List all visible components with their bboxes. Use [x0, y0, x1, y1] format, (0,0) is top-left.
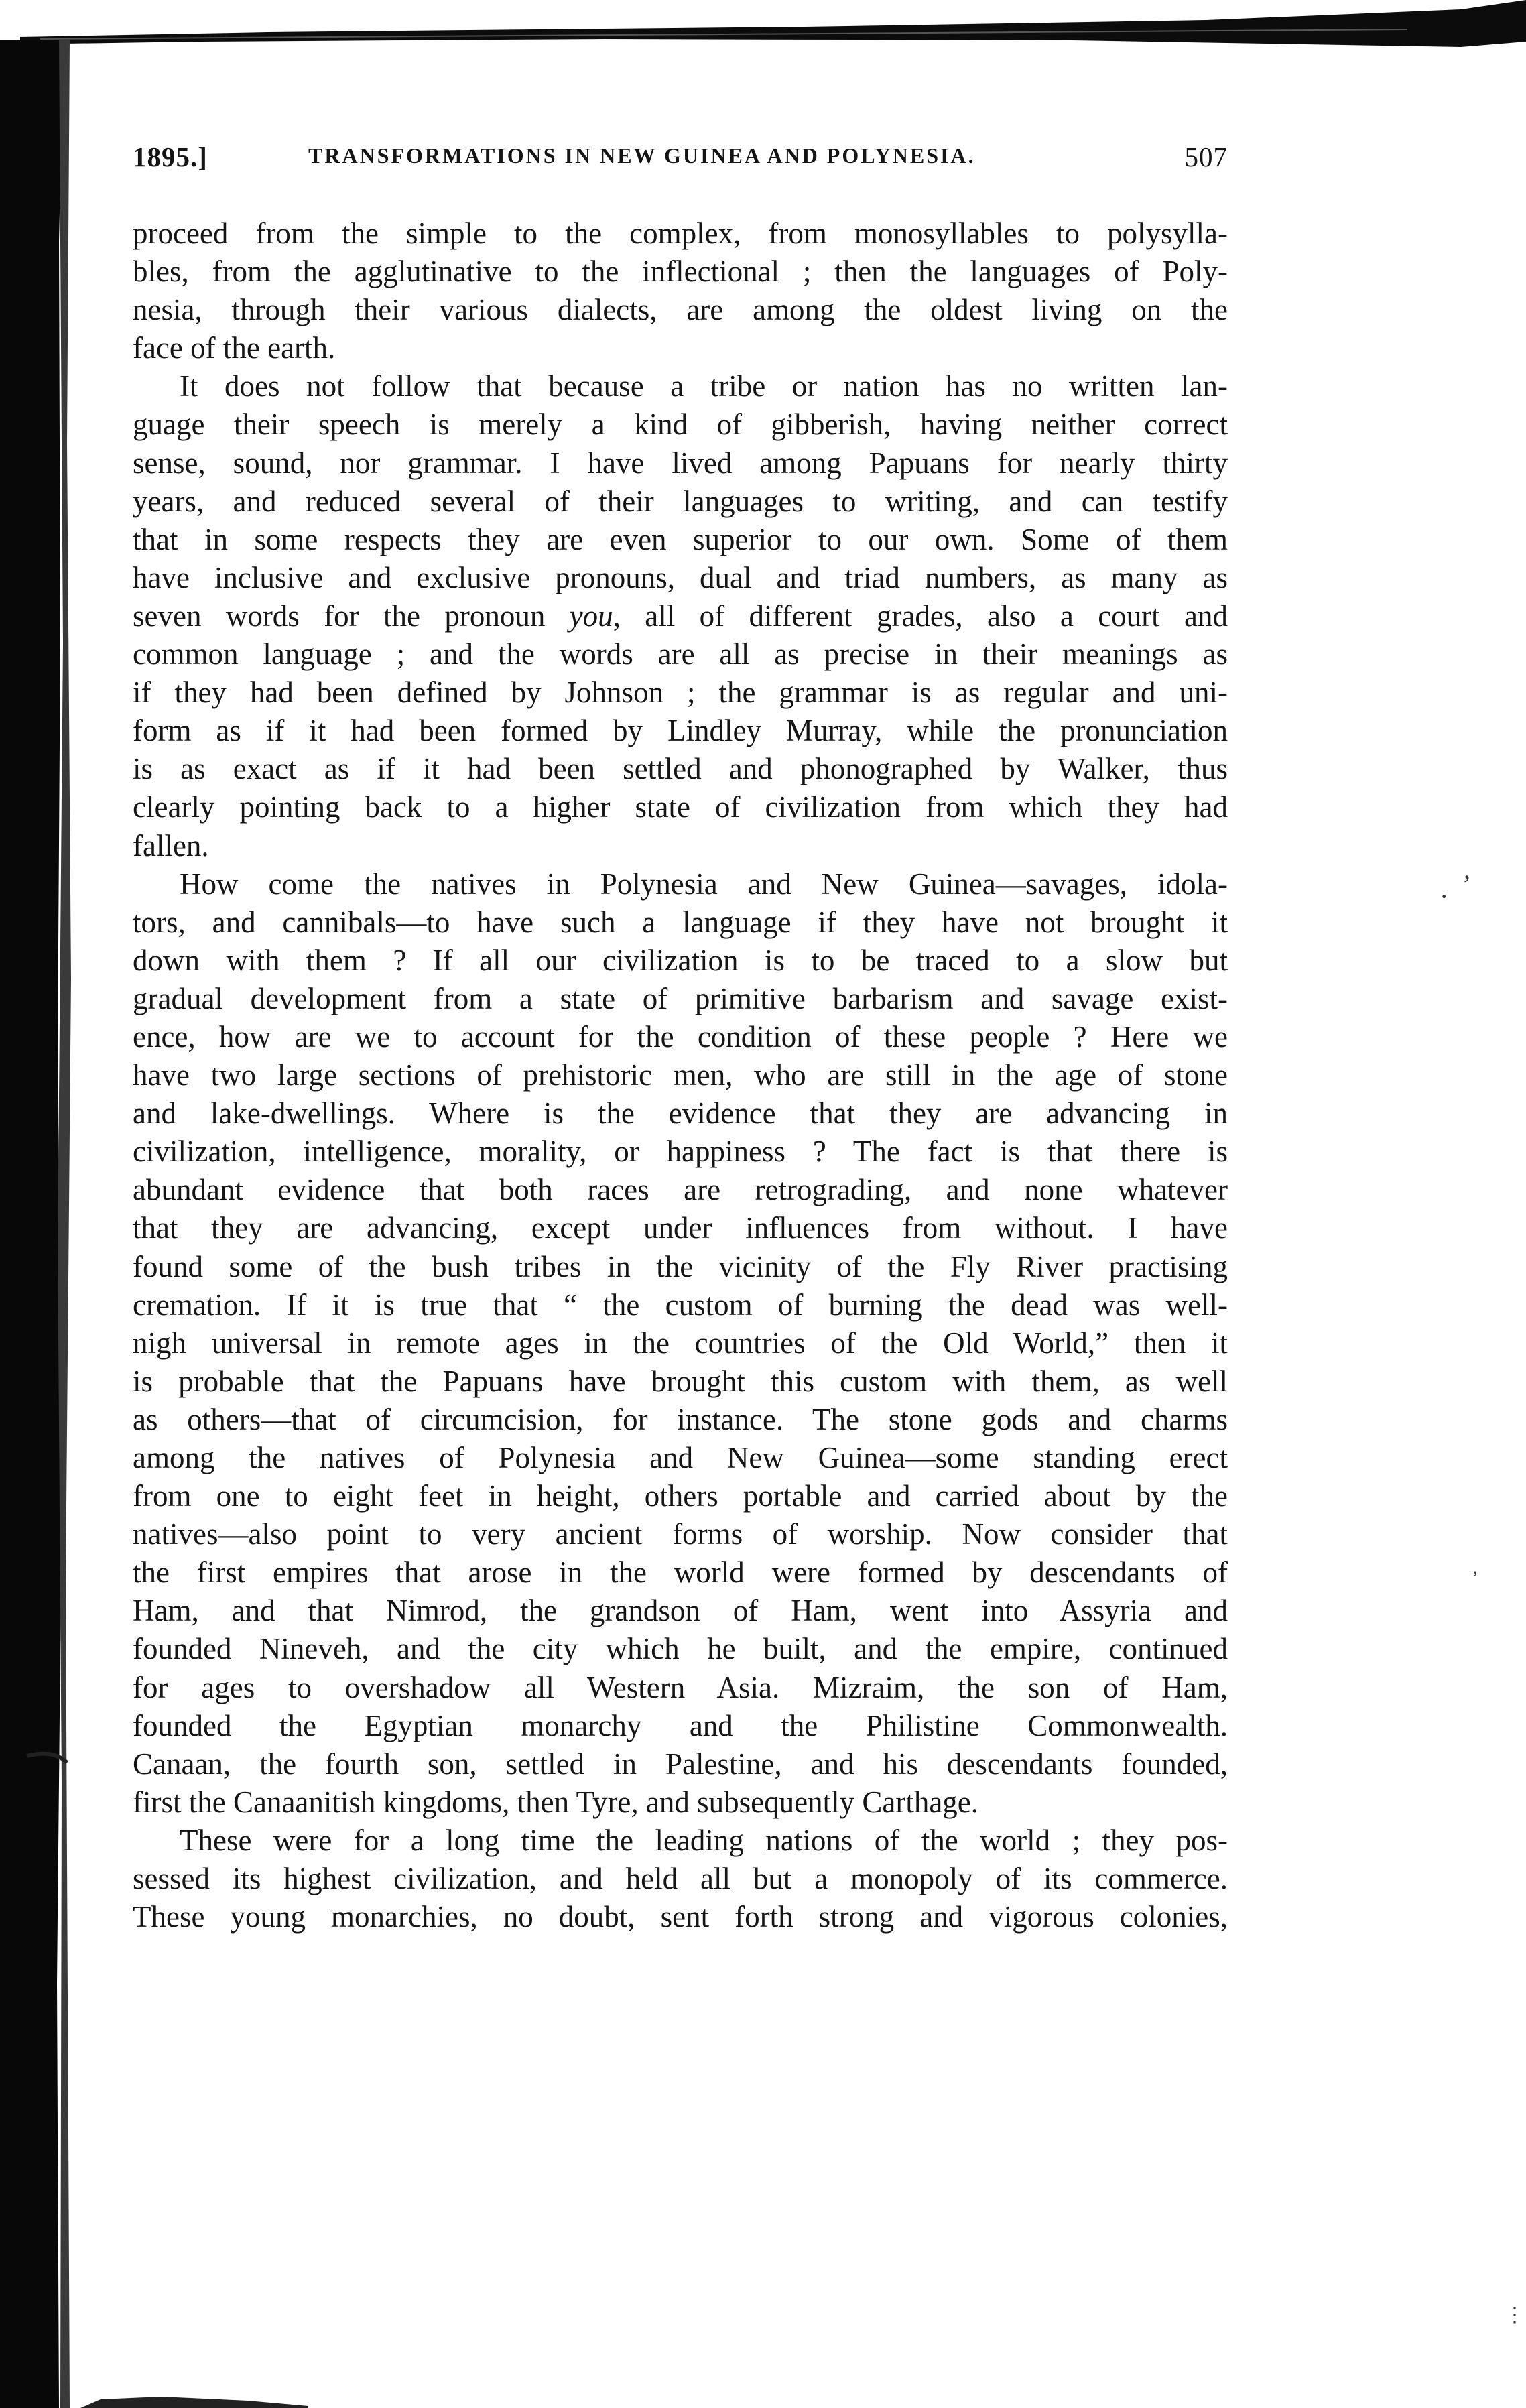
- text-line: It does not follow that because a tribe or nation has no written lan-: [180, 369, 1228, 403]
- margin-speck: ·: [1440, 881, 1449, 911]
- text-line: the first empires that arose in the world were formed by descendants of: [133, 1556, 1228, 1590]
- text-line: have two large sections of prehistoric men, who are still in the age of stone: [133, 1058, 1228, 1092]
- text-line: that in some respects they are even superior to our own. Some of them: [133, 522, 1228, 556]
- margin-speck: ⋮: [1505, 2304, 1525, 2326]
- text-line: form as if it had been formed by Lindley Murray, while the pronunciation: [133, 714, 1228, 748]
- text-line: have inclusive and exclusive pronouns, dual and triad numbers, as many as: [133, 560, 1228, 594]
- text-line: gradual development from a state of primitive barbarism and savage exist-: [133, 981, 1228, 1015]
- margin-speck: ’: [1472, 1567, 1478, 1589]
- running-head-year: 1895.]: [133, 141, 208, 172]
- text-line: from one to eight feet in height, others portable and carried about by the: [133, 1479, 1228, 1513]
- scan-bottom-smudge: [80, 2386, 308, 2408]
- text-line: civilization, intelligence, morality, or happiness ? The fact is that there is: [133, 1135, 1228, 1169]
- text-line: down with them ? If all our civilization is to be traced to a slow but: [133, 943, 1228, 977]
- text-line: bles, from the agglutinative to the inflectional ; then the languages of Poly-: [133, 255, 1228, 289]
- text-line: if they had been defined by Johnson ; the grammar is as regular and uni-: [133, 676, 1228, 710]
- text-line: sense, sound, nor grammar. I have lived among Papuans for nearly thirty: [133, 446, 1228, 480]
- text-line: years, and reduced several of their languages to writing, and can testify: [133, 484, 1228, 518]
- text-line: first the Canaanitish kingdoms, then Tyre, and subsequently Carthage.: [133, 1785, 979, 1819]
- text-line: founded Nineveh, and the city which he built, and the empire, continued: [133, 1632, 1228, 1666]
- text-line: is as exact as if it had been settled and phonographed by Walker, thus: [133, 752, 1228, 786]
- text-line: Ham, and that Nimrod, the grandson of Ham, went into Assyria and: [133, 1594, 1228, 1628]
- text-line: nesia, through their various dialects, are among the oldest living on the: [133, 293, 1228, 327]
- text-line: cremation. If it is true that “ the custom of burning the dead was well-: [133, 1287, 1228, 1322]
- article-body: [133, 214, 1228, 1936]
- text-line: and lake-dwellings. Where is the evidence that they are advancing in: [133, 1096, 1228, 1131]
- text-line: for ages to overshadow all Western Asia. Mizraim, the son of Ham,: [133, 1670, 1228, 1704]
- text-line: nigh universal in remote ages in the countries of the Old World,” then it: [133, 1326, 1228, 1360]
- text-line: clearly pointing back to a higher state of civilization from which they had: [133, 790, 1228, 824]
- text-line: as others—that of circumcision, for instance. The stone gods and charms: [133, 1402, 1228, 1436]
- margin-speck: ’: [1462, 869, 1472, 899]
- running-head: [133, 141, 1228, 174]
- page-number: 507: [1184, 141, 1228, 172]
- text-line: guage their speech is merely a kind of gibberish, having neither correct: [133, 407, 1228, 442]
- text-line: is probable that the Papuans have brought this custom with them, as well: [133, 1364, 1228, 1398]
- text-line: natives—also point to very ancient forms of worship. Now consider that: [133, 1517, 1228, 1551]
- text-line: among the natives of Polynesia and New Guinea—some standing erect: [133, 1441, 1228, 1474]
- text-line: These were for a long time the leading nations of the world ; they pos-: [180, 1823, 1228, 1857]
- scan-binding-edge: [0, 40, 94, 2408]
- text-line: face of the earth.: [133, 331, 336, 365]
- text-line: ence, how are we to account for the condition of these people ? Here we: [133, 1019, 1228, 1054]
- text-line: tors, and cannibals—to have such a language if they have not brought it: [133, 905, 1228, 939]
- text-line: sessed its highest civilization, and held all but a monopoly of its commerce.: [133, 1862, 1228, 1896]
- text-segment: seven words for the pronoun: [133, 598, 570, 633]
- italic-word: you: [569, 598, 613, 633]
- text-line: common language ; and the words are all as precise in their meanings as: [133, 637, 1228, 672]
- text-line: found some of the bush tribes in the vicinity of the Fly River practising: [133, 1249, 1228, 1283]
- text-line: fallen.: [133, 828, 209, 863]
- text-line: proceed from the simple to the complex, from monosyllables to polysylla-: [133, 216, 1228, 250]
- text-line: that they are advancing, except under influences from without. I have: [133, 1211, 1228, 1245]
- scan-top-border: [0, 0, 1526, 52]
- running-head-title: TRANSFORMATIONS IN NEW GUINEA AND POLYNESIA.: [308, 143, 976, 168]
- text-line: How come the natives in Polynesia and New Guinea—savages, idola-: [180, 867, 1228, 901]
- text-line: abundant evidence that both races are retrograding, and none whatever: [133, 1173, 1228, 1207]
- text-line: founded the Egyptian monarchy and the Philistine Commonwealth.: [133, 1708, 1228, 1742]
- text-line-with-italic: [133, 597, 1228, 635]
- text-line: Canaan, the fourth son, settled in Palestine, and his descendants founded,: [133, 1747, 1228, 1781]
- text-line: These young monarchies, no doubt, sent forth strong and vigorous colonies,: [133, 1900, 1228, 1934]
- text-segment: , all of different grades, also a court and: [613, 598, 1228, 633]
